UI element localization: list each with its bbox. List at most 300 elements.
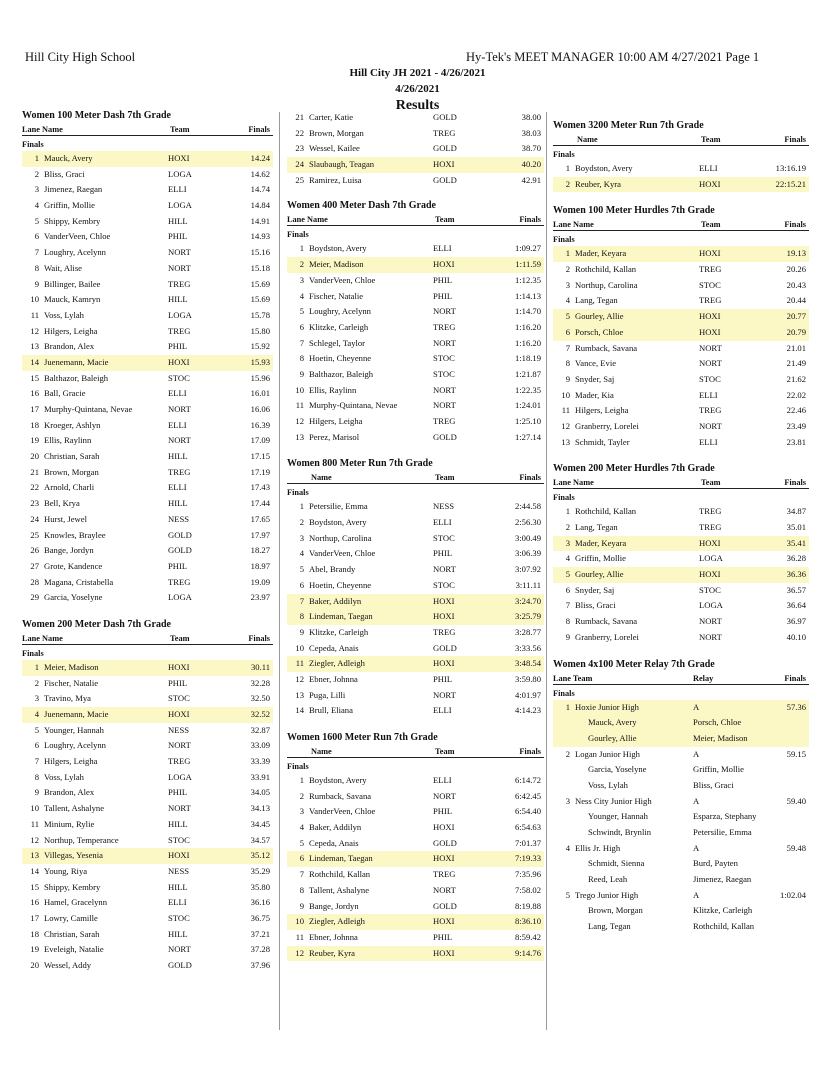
- result-row: [287, 304, 544, 320]
- team-code: GOLD: [168, 529, 192, 540]
- result-row: [22, 198, 273, 214]
- place: 8: [299, 611, 304, 622]
- athlete-name: Young, Riya: [44, 865, 88, 876]
- result-row: [22, 559, 273, 575]
- athlete-name: Griffin, Mollie: [575, 553, 626, 564]
- place: 1: [565, 248, 570, 259]
- result-row: [22, 528, 273, 544]
- relay-runners-row: [553, 872, 809, 888]
- athlete-name: Rumback, Savana: [575, 342, 638, 353]
- finals-time: 17.09: [250, 435, 270, 446]
- runner-name: Griffin, Mollie: [693, 764, 744, 775]
- athlete-name: VanderVeen, Chloe: [309, 806, 376, 817]
- result-row: [22, 927, 273, 943]
- finals-time: 14.62: [250, 168, 270, 179]
- place: 3: [34, 693, 39, 704]
- section-label: Finals: [22, 648, 44, 658]
- result-row: [22, 465, 273, 481]
- team-code: STOC: [699, 279, 721, 290]
- athlete-name: Lindeman, Taegan: [309, 611, 373, 622]
- finals-time: 19.09: [250, 576, 270, 587]
- event-relay: [553, 659, 809, 935]
- team-code: GOLD: [433, 431, 457, 442]
- header-lane-name: Lane Name: [553, 478, 594, 488]
- team-code: STOC: [433, 532, 455, 543]
- place: 13: [295, 431, 304, 442]
- finals-time: 35.41: [786, 537, 806, 548]
- event-title: Women 100 Meter Hurdles 7th Grade: [553, 205, 715, 217]
- athlete-name: Lang, Tegan: [575, 522, 618, 532]
- relay-letter: A: [693, 889, 700, 900]
- relay-letter: A: [693, 701, 700, 712]
- team-code: PHIL: [168, 787, 188, 798]
- relay-runners-row: [553, 731, 809, 747]
- athlete-name: Meier, Madison: [44, 661, 99, 672]
- finals-time: 1:14.13: [514, 290, 541, 301]
- result-row: [287, 914, 544, 930]
- place: 8: [34, 262, 39, 273]
- place: 27: [30, 560, 39, 571]
- place: 6: [34, 231, 39, 242]
- relay-team: Trego Junior High: [575, 889, 639, 900]
- team-code: GOLD: [168, 960, 192, 970]
- team-code: TREG: [699, 295, 722, 306]
- athlete-name: Slaubaugh, Teagan: [309, 159, 375, 170]
- event-w3200: [553, 120, 809, 192]
- event-title: Women 4x100 Meter Relay 7th Grade: [553, 658, 715, 670]
- place: 2: [34, 677, 39, 688]
- team-code: NORT: [168, 435, 191, 446]
- result-row: [287, 546, 544, 562]
- result-row: [22, 261, 273, 277]
- place: 6: [565, 326, 570, 337]
- finals-time: 30.11: [250, 661, 270, 672]
- place: 6: [565, 584, 570, 595]
- header-name: Name: [311, 747, 332, 756]
- team-code: TREG: [699, 506, 722, 517]
- finals-time: 37.96: [250, 960, 270, 970]
- finals-time: 14.93: [250, 231, 270, 242]
- athlete-name: Snyder, Saj: [575, 584, 615, 595]
- team-code: STOC: [168, 693, 190, 704]
- place: 19: [30, 435, 39, 446]
- place: 14: [30, 356, 39, 367]
- athlete-name: Christian, Sarah: [44, 451, 100, 462]
- team-code: HOXI: [699, 537, 721, 548]
- athlete-name: Wessel, Addy: [44, 960, 92, 970]
- athlete-name: Porsch, Chloe: [575, 326, 624, 337]
- athlete-name: Voss, Lylah: [44, 309, 84, 320]
- finals-time: 1:22.35: [514, 384, 541, 395]
- team-code: HOXI: [433, 658, 455, 669]
- place: 8: [299, 884, 304, 895]
- header-finals: Finals: [248, 633, 270, 643]
- team-code: ELLI: [699, 436, 718, 447]
- result-row: [553, 278, 809, 294]
- place: 4: [565, 553, 570, 564]
- relay-runners-row: [553, 762, 809, 778]
- result-row: [287, 899, 544, 915]
- place: 11: [30, 818, 39, 829]
- finals-time: 3:59.80: [514, 673, 541, 684]
- team-code: TREG: [168, 278, 191, 289]
- place: 3: [565, 795, 570, 806]
- result-row: [553, 372, 809, 388]
- section-label: Finals: [553, 235, 575, 245]
- place: 2: [565, 522, 570, 532]
- team-code: NORT: [433, 689, 456, 700]
- place: 6: [299, 321, 304, 332]
- result-row: [553, 309, 809, 325]
- results-column-1: [22, 110, 273, 987]
- athlete-name: Vance, Evie: [575, 358, 617, 369]
- team-code: HOXI: [433, 916, 455, 927]
- team-code: TREG: [168, 756, 191, 767]
- team-code: NESS: [168, 724, 190, 735]
- team-code: PHIL: [433, 673, 453, 684]
- athlete-name: Carter, Katie: [309, 112, 354, 122]
- section-label: Finals: [553, 688, 575, 698]
- finals-time: 23.49: [786, 420, 806, 431]
- runner-name: Garcia, Yoselyne: [588, 764, 647, 775]
- team-code: HOXI: [433, 947, 455, 958]
- event-w1600: [287, 732, 544, 961]
- relay-runners-row: [553, 919, 809, 935]
- team-code: NORT: [699, 420, 722, 431]
- result-row: [553, 293, 809, 309]
- event-title: Women 1600 Meter Run 7th Grade: [287, 732, 438, 743]
- header-finals: Finals: [519, 747, 541, 756]
- place: 5: [299, 306, 304, 317]
- place: 9: [299, 900, 304, 911]
- result-row: [22, 738, 273, 754]
- place: 1: [565, 506, 570, 517]
- finals-time: 16.39: [250, 419, 270, 430]
- finals-time: 4:14.23: [514, 705, 541, 716]
- place: 11: [295, 658, 304, 669]
- finals-time: 3:11.11: [515, 579, 541, 590]
- relay-team: Ellis Jr. High: [575, 842, 621, 853]
- athlete-name: Bliss, Graci: [575, 600, 616, 611]
- place: 2: [299, 790, 304, 801]
- athlete-name: Klitzke, Carleigh: [309, 321, 369, 332]
- place: 12: [295, 947, 304, 958]
- team-code: HOXI: [699, 311, 721, 322]
- result-row: [22, 433, 273, 449]
- header-finals: Finals: [784, 135, 806, 144]
- team-code: PHIL: [433, 931, 453, 942]
- place: 18: [30, 928, 39, 939]
- relay-letter: A: [693, 842, 700, 853]
- section-label: Finals: [287, 488, 309, 498]
- result-row: [553, 504, 809, 520]
- runner-name: Lang, Tegan: [588, 921, 631, 932]
- finals-time: 3:25.79: [514, 611, 541, 622]
- team-code: NESS: [433, 501, 455, 512]
- page-title: Results: [395, 98, 440, 113]
- team-code: TREG: [168, 466, 191, 477]
- result-row: [287, 430, 544, 446]
- relay-team: Ness City Junior High: [575, 795, 652, 806]
- column-header-row: [553, 476, 809, 489]
- result-row: [22, 895, 273, 911]
- finals-time: 42.91: [521, 174, 541, 185]
- place: 1: [299, 775, 304, 785]
- relay-runners-row: [553, 903, 809, 919]
- athlete-name: Tallent, Ashalyne: [44, 803, 105, 814]
- place: 15: [30, 372, 39, 383]
- finals-time: 20.79: [786, 326, 806, 337]
- finals-time: 15.69: [250, 294, 270, 305]
- team-code: NORT: [168, 262, 191, 273]
- runner-name: Mauck, Avery: [588, 717, 637, 728]
- team-code: TREG: [433, 321, 456, 332]
- athlete-name: Ellis, Raylinn: [44, 435, 92, 446]
- team-code: HOXI: [699, 248, 721, 259]
- place: 1: [565, 163, 570, 173]
- result-row: [22, 543, 273, 559]
- runner-name: Schmidt, Sienna: [588, 858, 645, 869]
- header-team: Team: [170, 125, 190, 134]
- place: 1: [34, 661, 39, 672]
- header-relay: Relay: [693, 673, 714, 683]
- athlete-name: Jimenez, Raegan: [44, 184, 103, 195]
- athlete-name: Klitzke, Carleigh: [309, 626, 369, 637]
- runner-name: Porsch, Chloe: [693, 717, 742, 728]
- place: 10: [295, 384, 304, 395]
- finals-time: 37.21: [250, 928, 270, 939]
- finals-time: 32.87: [250, 724, 270, 735]
- team-code: HOXI: [699, 178, 721, 189]
- event-w200h: [553, 463, 809, 645]
- athlete-name: Tallent, Ashalyne: [309, 884, 370, 895]
- athlete-name: Brandon, Alex: [44, 787, 95, 798]
- header-lane-name: Lane Name: [287, 215, 328, 225]
- place: 1: [34, 153, 39, 163]
- team-code: GOLD: [433, 642, 457, 653]
- team-code: ELLI: [168, 184, 187, 195]
- event-w800: [287, 458, 544, 719]
- relay-runners-row: [553, 778, 809, 794]
- finals-time: 40.10: [786, 631, 806, 642]
- place: 13: [561, 436, 570, 447]
- team-code: TREG: [699, 264, 722, 275]
- place: 10: [561, 389, 570, 400]
- place: 25: [295, 174, 304, 185]
- athlete-name: Rothchild, Kallan: [575, 264, 637, 275]
- place: 16: [30, 897, 39, 908]
- header-team: Team: [701, 220, 721, 230]
- finals-time: 35.80: [250, 881, 270, 892]
- runner-name: Schwindt, Brynlin: [588, 827, 652, 837]
- athlete-name: Bange, Jordyn: [44, 545, 94, 556]
- finals-time: 34.87: [786, 506, 806, 517]
- athlete-name: Boydston, Avery: [309, 517, 367, 528]
- finals-time: 37.28: [250, 944, 270, 955]
- result-row: [22, 324, 273, 340]
- result-row: [22, 339, 273, 355]
- team-code: GOLD: [433, 112, 457, 122]
- finals-time: 15.96: [250, 372, 270, 383]
- place: 23: [295, 143, 304, 154]
- place: 11: [295, 400, 304, 411]
- meet-date: 4/26/2021: [395, 83, 440, 95]
- result-row: [287, 289, 544, 305]
- result-row: [287, 867, 544, 883]
- athlete-name: Ebner, Johnna: [309, 931, 358, 942]
- athlete-name: Hoetin, Cheyenne: [309, 579, 372, 590]
- result-row: [22, 512, 273, 528]
- team-code: PHIL: [168, 341, 188, 352]
- place: 4: [565, 295, 570, 306]
- athlete-name: VanderVeen, Chloe: [44, 231, 111, 242]
- place: 23: [30, 498, 39, 509]
- finals-time: 14.91: [250, 215, 270, 226]
- column-header-row: [287, 213, 544, 226]
- athlete-name: Ellis, Raylinn: [309, 384, 357, 395]
- athlete-name: Schmidt, Tayler: [575, 436, 630, 447]
- result-row: [553, 388, 809, 404]
- finals-time: 7:01.37: [514, 837, 541, 848]
- result-row: [287, 126, 544, 142]
- team-code: LOGA: [699, 553, 723, 564]
- relay-runners-row: [553, 715, 809, 731]
- team-code: HOXI: [168, 661, 190, 672]
- team-code: TREG: [699, 405, 722, 416]
- athlete-name: Balthazor, Baleigh: [44, 372, 109, 383]
- place: 9: [565, 631, 570, 642]
- finals-time: 14.84: [250, 200, 270, 211]
- finals-time: 23.81: [786, 436, 806, 447]
- athlete-name: Knowles, Braylee: [44, 529, 106, 540]
- finals-time: 34.45: [250, 818, 270, 829]
- result-row: [287, 257, 544, 273]
- result-row: [553, 177, 809, 193]
- finals-time: 35.01: [786, 522, 806, 532]
- team-code: HILL: [168, 294, 188, 305]
- team-code: GOLD: [433, 174, 457, 185]
- finals-time: 33.91: [250, 771, 270, 782]
- athlete-name: Abel, Brandy: [309, 564, 356, 575]
- athlete-name: Mauck, Avery: [44, 153, 93, 163]
- place: 26: [30, 545, 39, 556]
- result-row: [553, 356, 809, 372]
- place: 2: [299, 259, 304, 270]
- athlete-name: Hilgers, Leigha: [575, 405, 629, 416]
- finals-time: 8:19.88: [514, 900, 541, 911]
- place: 20: [30, 451, 39, 462]
- result-row: [287, 351, 544, 367]
- athlete-name: Granberry, Lorelei: [575, 420, 639, 431]
- team-code: LOGA: [168, 168, 192, 179]
- finals-time: 22:15.21: [775, 178, 806, 189]
- result-row: [287, 656, 544, 672]
- result-row: [287, 398, 544, 414]
- finals-time: 15.16: [250, 247, 270, 258]
- athlete-name: Rumback, Savana: [575, 616, 638, 627]
- athlete-name: Younger, Hannah: [44, 724, 104, 735]
- section-label: Finals: [553, 493, 575, 503]
- finals-time: 34.13: [250, 803, 270, 814]
- result-row: [553, 630, 809, 646]
- result-row: [553, 161, 809, 177]
- athlete-name: Travino, Mya: [44, 693, 91, 704]
- column-header-row: [22, 632, 273, 645]
- result-row: [22, 723, 273, 739]
- runner-name: Esparza, Stephany: [693, 811, 757, 822]
- result-row: [22, 785, 273, 801]
- athlete-name: Boydston, Avery: [309, 775, 367, 785]
- place: 8: [299, 353, 304, 364]
- finals-time: 17.19: [250, 466, 270, 477]
- result-row: [22, 418, 273, 434]
- relay-row: [553, 747, 809, 763]
- relay-time: 59.48: [786, 842, 806, 853]
- result-row: [287, 515, 544, 531]
- finals-time: 15.78: [250, 309, 270, 320]
- athlete-name: Voss, Lylah: [44, 771, 84, 782]
- result-row: [22, 480, 273, 496]
- results-column-3: [553, 120, 809, 948]
- athlete-name: Ziegler, Adleigh: [309, 658, 365, 669]
- athlete-name: Fischer, Natalie: [309, 290, 364, 301]
- finals-time: 3:24.70: [514, 595, 541, 606]
- place: 1: [565, 701, 570, 712]
- finals-time: 18.97: [250, 560, 270, 571]
- relay-letter: A: [693, 748, 700, 759]
- place: 4: [34, 200, 39, 211]
- team-code: HOXI: [699, 569, 721, 580]
- place: 12: [30, 834, 39, 845]
- result-row: [22, 880, 273, 896]
- athlete-name: Granberry, Lorelei: [575, 631, 639, 642]
- team-code: ELLI: [433, 775, 452, 785]
- team-code: NORT: [433, 306, 456, 317]
- team-code: ELLI: [168, 419, 187, 430]
- result-row: [22, 660, 273, 676]
- results-column-2: [287, 110, 544, 974]
- result-row: [287, 688, 544, 704]
- athlete-name: Puga, Lilli: [309, 689, 346, 700]
- result-row: [22, 449, 273, 465]
- result-row: [287, 641, 544, 657]
- team-code: PHIL: [433, 290, 453, 301]
- athlete-name: Boydston, Avery: [575, 163, 633, 173]
- school-name: Hill City High School: [25, 50, 136, 64]
- place: 12: [295, 673, 304, 684]
- athlete-name: Arnold, Charli: [44, 482, 95, 493]
- athlete-name: Meier, Madison: [309, 259, 364, 270]
- place: 5: [565, 889, 570, 900]
- team-code: HILL: [168, 881, 188, 892]
- finals-time: 15.93: [250, 356, 270, 367]
- team-code: LOGA: [699, 600, 723, 611]
- athlete-name: Hilgers, Leigha: [44, 756, 98, 767]
- place: 25: [30, 529, 39, 540]
- runner-name: Brown, Morgan: [588, 905, 643, 916]
- team-code: TREG: [433, 416, 456, 426]
- athlete-name: Reuber, Kyra: [575, 178, 621, 189]
- result-row: [22, 676, 273, 692]
- team-code: PHIL: [168, 560, 188, 571]
- result-row: [287, 946, 544, 962]
- athlete-name: Grote, Kandence: [44, 560, 103, 571]
- team-code: LOGA: [168, 200, 192, 211]
- result-row: [287, 173, 544, 189]
- result-row: [287, 930, 544, 946]
- finals-time: 21.62: [786, 373, 806, 384]
- header-lane-name: Lane Name: [22, 633, 63, 643]
